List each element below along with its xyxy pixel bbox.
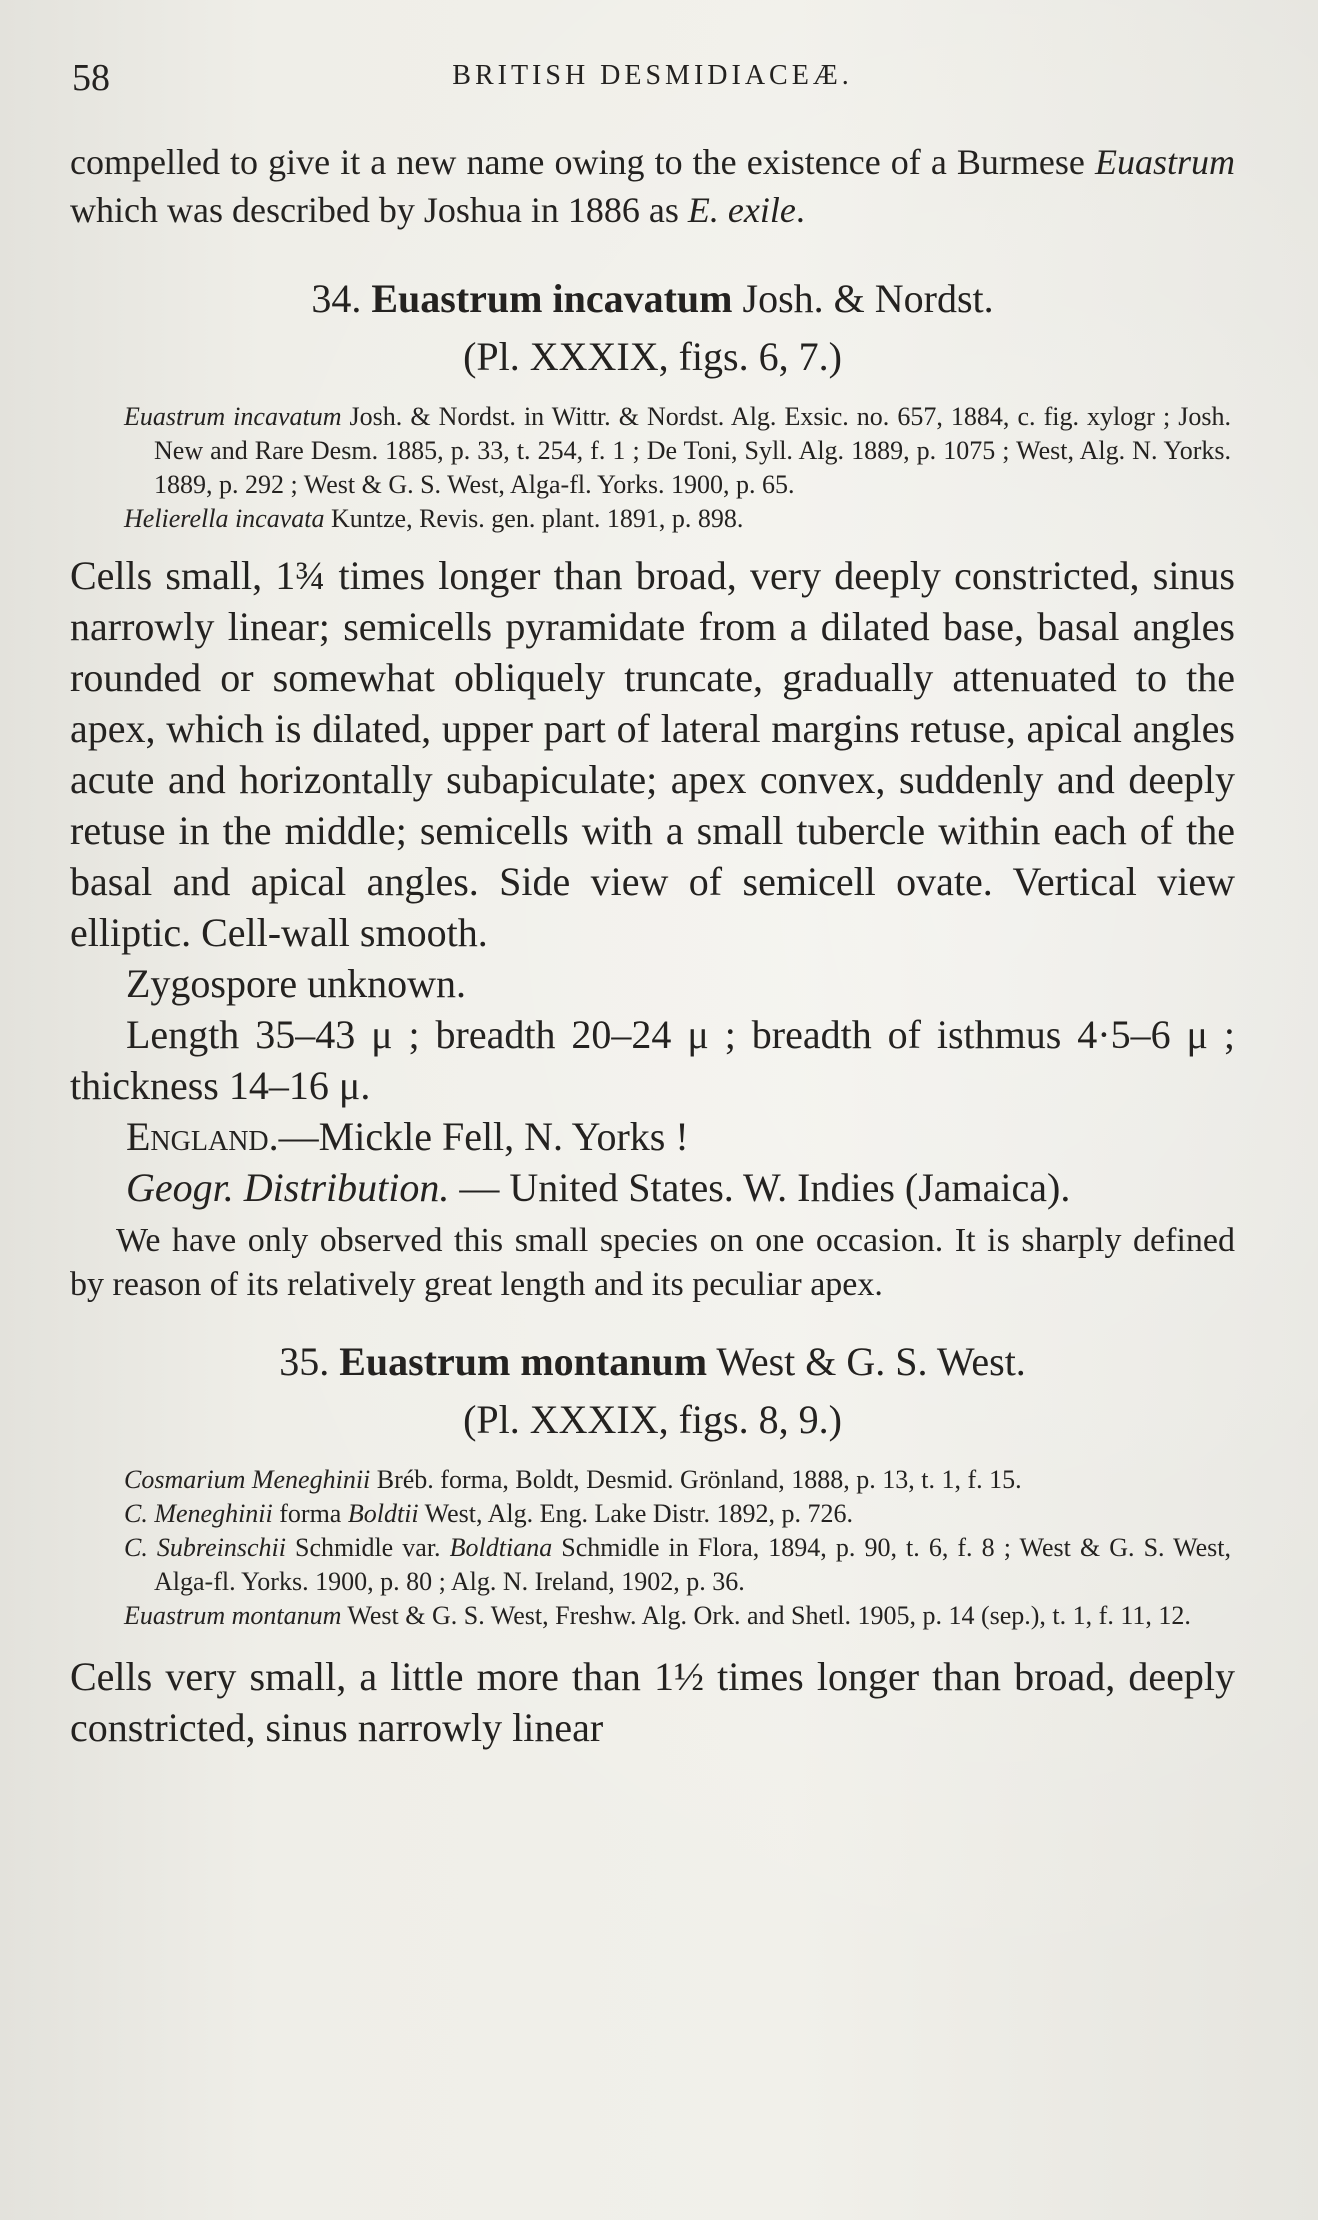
species-34-section [70,274,1235,1307]
species-number: 34. [311,276,362,321]
species-authority: Josh. & Nordst. [742,276,994,321]
running-title: BRITISH DESMIDIACEÆ. [452,60,853,91]
measurements: Length 35–43 μ ; breadth 20–24 μ ; breadth of isthmus 4·5–6 μ ; thickness 14–16 μ. [70,1012,1235,1108]
synonym-entry: C. Meneghinii forma Boldtii West, Alg. Eng. Lake Distr. 1892, p. 726. [124,1499,853,1528]
synonym-entry: Euastrum incavatum Josh. & Nordst. in Wittr. & Nordst. Alg. Exsic. no. 657, 1884, c. fig. xylogr ; Josh. New and Rare Desm. 1885, p. 33, t. 254, f. 1 ; De Toni, Syll. Alg. 1889, p. 1075 ; West, Alg. N. Yorks. 1889, p. 292 ; West & G. S. West, Alga-fl. Yorks. 1900, p. 65. [124,402,1231,499]
synonym-entry: Euastrum montanum West & G. S. West, Freshw. Alg. Ork. and Shetl. 1905, p. 14 (sep.), t. 1, f. 11, 12. [124,1601,1191,1630]
locality: England.—Mickle Fell, N. Yorks ! [126,1114,689,1159]
species-number: 35. [279,1339,330,1384]
plate-reference: (Pl. XXXIX, figs. 6, 7.) [463,334,842,379]
species-name: Euastrum incavatum [371,276,733,321]
page-header [70,48,1235,106]
synonym-entry: C. Subreinschii Schmidle var. Boldtiana Schmidle in Flora, 1894, p. 90, t. 6, f. 8 ; West & G. S. West, Alga-fl. Yorks. 1900, p. 80 ; Alg. N. Ireland, 1902, p. 36. [124,1533,1231,1596]
synonym-entry: Cosmarium Meneghinii Bréb. forma, Boldt, Desmid. Grönland, 1888, p. 13, t. 1, f. 15. [124,1465,1022,1494]
synonymy-block [70,400,1231,536]
page-number: 58 [72,57,110,99]
synonym-entry: Helierella incavata Kuntze, Revis. gen. plant. 1891, p. 898. [124,504,744,533]
species-35-section [70,1337,1235,1753]
species-heading [70,274,1235,324]
zygospore-note: Zygospore unknown. [126,961,466,1006]
plate-reference: (Pl. XXXIX, figs. 8, 9.) [463,1397,842,1442]
species-description: Cells small, 1¾ times longer than broad, very deeply constricted, sinus narrowly linear; semicells pyramidate from a dilated base, basal angles rounded or somewhat obliquely truncate, gradually attenuated to the apex, which is dilated, upper part of lateral margins retuse, apical angles acute and horizontally subapiculate; apex convex, suddenly and deeply retuse in the middle; semicells with a small tubercle within each of the basal and apical angles. Side view of semicell ovate. Vertical view elliptic. Cell-wall smooth. [70,553,1235,955]
geographic-distribution: Geogr. Distribution. — United States. W. Indies (Jamaica). [126,1165,1071,1210]
species-note: We have only observed this small species on one occasion. It is sharply defined by reason of its relatively great length and its peculiar apex. [70,1222,1235,1303]
species-name: Euastrum montanum [339,1339,708,1384]
synonymy-block [70,1463,1231,1633]
species-heading [70,1337,1235,1387]
species-description: Cells very small, a little more than 1½ times longer than broad, deeply constricted, sinus narrowly linear [70,1654,1235,1750]
intro-paragraph: compelled to give it a new name owing to the existence of a Burmese Euastrum which was described by Joshua in 1886 as E. exile. [70,142,1235,230]
species-authority: West & G. S. West. [716,1339,1026,1384]
page-content [70,48,1235,1753]
